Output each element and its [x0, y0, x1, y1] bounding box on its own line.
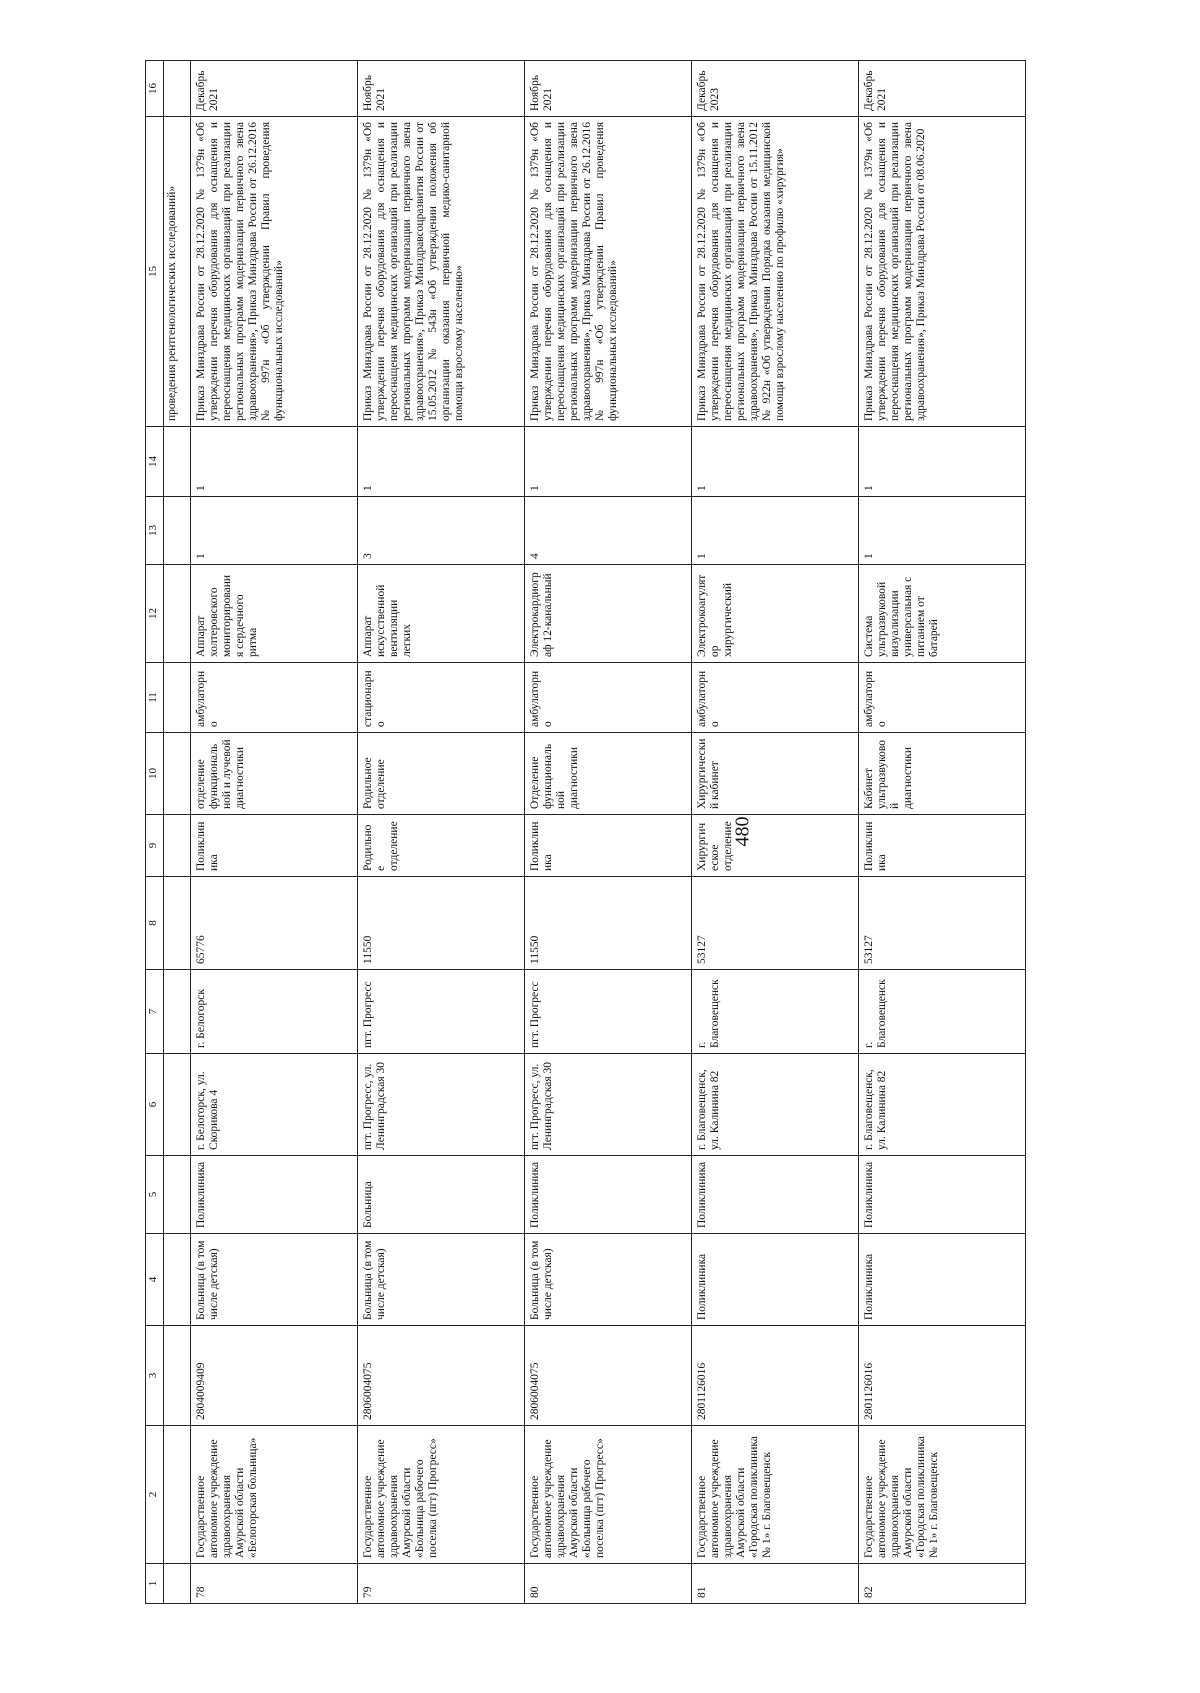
regulatory-basis: Приказ Минздрава России от 28.12.2020 № 1379н «Об утверждении перечня оборудования для оснащения и переоснащения медицинских организаций при реализации региональных программ модернизации первичного звена здравоохранения», Приказ Минздрава России от 26.12.2016 № 997н «Об утверждении Правил проведения функциональных исследований» [525, 117, 692, 427]
row-number: 79 [358, 1564, 525, 1604]
table-row [191, 61, 358, 1604]
locality: пгт. Прогресс [525, 970, 692, 1054]
col14-value: 1 [358, 427, 525, 497]
col-header: 6 [146, 1054, 164, 1156]
table-row [859, 61, 1026, 1604]
regulatory-basis: Приказ Минздрава России от 28.12.2020 № 1379н «Об утверждении перечня оборудования для оснащения и переоснащения медицинских организаций при реализации региональных программ модернизации первичного звена здравоохранения», Приказ Минздравсоцразвития России от 15.05.2012 № 543н «Об утверждении положения об организации оказания первичной медико-санитарной помощи взрослому населению» [358, 117, 525, 427]
organization-name: Государственное автономное учреждение здравоохранения Амурской области «Больница рабочего поселка (пгт) Прогресс» [525, 1426, 692, 1564]
equipment-name: Электрокоагулятор хирургический [692, 565, 859, 663]
department: Родильное отделение [358, 733, 525, 815]
subdivision-type: Поликлиника [859, 1156, 1026, 1234]
equipment-name: Система ультразвуковой визуализации универсальная с питанием от батарей [859, 565, 1026, 663]
row-number: 81 [692, 1564, 859, 1604]
regulatory-basis: Приказ Минздрава России от 28.12.2020 № 1379н «Об утверждении перечня оборудования для оснащения и переоснащения медицинских организаций при реализации региональных программ модернизации первичного звена здравоохранения», Приказ Минздрава России от 26.12.2016 № 997н «Об утверждении Правил проведения функциональных исследований» [191, 117, 358, 427]
address: г. Благовещенск, ул. Калинина 82 [859, 1054, 1026, 1156]
continuation-text: проведения рентгенологических исследований» [164, 117, 191, 427]
regulatory-basis: Приказ Минздрава России от 28.12.2020 № 1379н «Об утверждении перечня оборудования для оснащения и переоснащения медицинских организаций при реализации региональных программ модернизации первичного звена здравоохранения», Приказ Минздрава России от 08.06.2020 [859, 117, 1026, 427]
page-number: 480 [731, 816, 754, 847]
organization-name: Государственное автономное учреждение здравоохранения Амурской области «Городская поликлиника № 1» г. Благовещенск [692, 1426, 859, 1564]
col-header: 13 [146, 497, 164, 565]
organization-type: Поликлиника [692, 1234, 859, 1326]
organization-type: Больница (в том числе детская) [358, 1234, 525, 1326]
col-header: 10 [146, 733, 164, 815]
row-number: 82 [859, 1564, 1026, 1604]
delivery-date: Декабрь 2021 [859, 61, 1026, 117]
inn: 2806004075 [525, 1326, 692, 1426]
equipment-name: Электрокардиограф 12-канальный [525, 565, 692, 663]
population: 53127 [692, 877, 859, 970]
department: Хирургический кабинет [692, 733, 859, 815]
delivery-date: Ноябрь 2021 [358, 61, 525, 117]
col-header: 12 [146, 565, 164, 663]
continuation-row [164, 61, 191, 1604]
population: 53127 [859, 877, 1026, 970]
col13-value: 1 [191, 497, 358, 565]
col-header: 11 [146, 663, 164, 733]
col-header: 1 [146, 1564, 164, 1604]
organization-type: Больница (в том числе детская) [191, 1234, 358, 1326]
subdivision-type: Поликлиника [525, 1156, 692, 1234]
address: пгт. Прогресс, ул. Ленинградская 30 [525, 1054, 692, 1156]
division: Поликлиника [191, 815, 358, 877]
header-row [146, 61, 164, 1604]
organization-type: Поликлиника [859, 1234, 1026, 1326]
equipment-name: Аппарат холтеровского мониторирования сердечного ритма [191, 565, 358, 663]
col13-value: 3 [358, 497, 525, 565]
col-header: 8 [146, 877, 164, 970]
col-header: 5 [146, 1156, 164, 1234]
delivery-date: Декабрь 2021 [191, 61, 358, 117]
department: Кабинет ультразвуковой диагностики [859, 733, 1026, 815]
delivery-date: Ноябрь 2021 [525, 61, 692, 117]
division: Поликлиника [859, 815, 1026, 877]
address: пгт. Прогресс, ул. Ленинградская 30 [358, 1054, 525, 1156]
department: отделение функциональной и лучевой диагностики [191, 733, 358, 815]
col-header: 7 [146, 970, 164, 1054]
delivery-date: Декабрь 2023 [692, 61, 859, 117]
address: г. Белогорск, ул. Скорикова 4 [191, 1054, 358, 1156]
population: 11550 [358, 877, 525, 970]
col-header: 9 [146, 815, 164, 877]
organization-type: Больница (в том числе детская) [525, 1234, 692, 1326]
care-form: амбулаторно [859, 663, 1026, 733]
col13-value: 1 [859, 497, 1026, 565]
subdivision-type: Поликлиника [692, 1156, 859, 1234]
population: 11550 [525, 877, 692, 970]
subdivision-type: Поликлиника [191, 1156, 358, 1234]
inn: 2804009409 [191, 1326, 358, 1426]
locality: г. Благовещенск [859, 970, 1026, 1054]
regulatory-basis: Приказ Минздрава России от 28.12.2020 № 1379н «Об утверждении перечня оборудования для оснащения и переоснащения медицинских организаций при реализации региональных программ модернизации первичного звена здравоохранения», Приказ Минздрава России от 15.11.2012 № 922н «Об утверждении Порядка оказания медицинской помощи взрослому населению по профилю «хирургия» [692, 117, 859, 427]
care-form: амбулаторно [692, 663, 859, 733]
col-header: 2 [146, 1426, 164, 1564]
inn: 2806004075 [358, 1326, 525, 1426]
subdivision-type: Больница [358, 1156, 525, 1234]
col13-value: 4 [525, 497, 692, 565]
organization-name: Государственное автономное учреждение здравоохранения Амурской области «Городская поликлиника № 1» г. Благовещенск [859, 1426, 1026, 1564]
locality: г. Белогорск [191, 970, 358, 1054]
table-row [525, 61, 692, 1604]
organization-name: Государственное автономное учреждение здравоохранения Амурской области «Белогорская больница» [191, 1426, 358, 1564]
row-number: 78 [191, 1564, 358, 1604]
col14-value: 1 [692, 427, 859, 497]
division: Хирургическое отделение [692, 815, 859, 877]
inn: 2801126016 [859, 1326, 1026, 1426]
col13-value: 1 [692, 497, 859, 565]
table-container [145, 61, 1172, 1604]
equipment-name: Аппарат искусственной вентиляции легких [358, 565, 525, 663]
inn: 2801126016 [692, 1326, 859, 1426]
row-number: 80 [525, 1564, 692, 1604]
col14-value: 1 [525, 427, 692, 497]
table-row [358, 61, 525, 1604]
col-header: 14 [146, 427, 164, 497]
equipment-table [145, 60, 1026, 1604]
locality: г. Благовещенск [692, 970, 859, 1054]
col14-value: 1 [859, 427, 1026, 497]
col-header: 15 [146, 117, 164, 427]
department: Отделение функциональной диагностики [525, 733, 692, 815]
care-form: амбулаторно [191, 663, 358, 733]
col14-value: 1 [191, 427, 358, 497]
table-row [692, 61, 859, 1604]
address: г. Благовещенск, ул. Калинина 82 [692, 1054, 859, 1156]
division: Родильное отделение [358, 815, 525, 877]
col-header: 3 [146, 1326, 164, 1426]
locality: пгт. Прогресс [358, 970, 525, 1054]
col-header: 16 [146, 61, 164, 117]
organization-name: Государственное автономное учреждение здравоохранения Амурской области «Больница рабочего поселка (пгт) Прогресс» [358, 1426, 525, 1564]
care-form: стационарно [358, 663, 525, 733]
col-header: 4 [146, 1234, 164, 1326]
division: Поликлиника [525, 815, 692, 877]
population: 65776 [191, 877, 358, 970]
care-form: амбулаторно [525, 663, 692, 733]
